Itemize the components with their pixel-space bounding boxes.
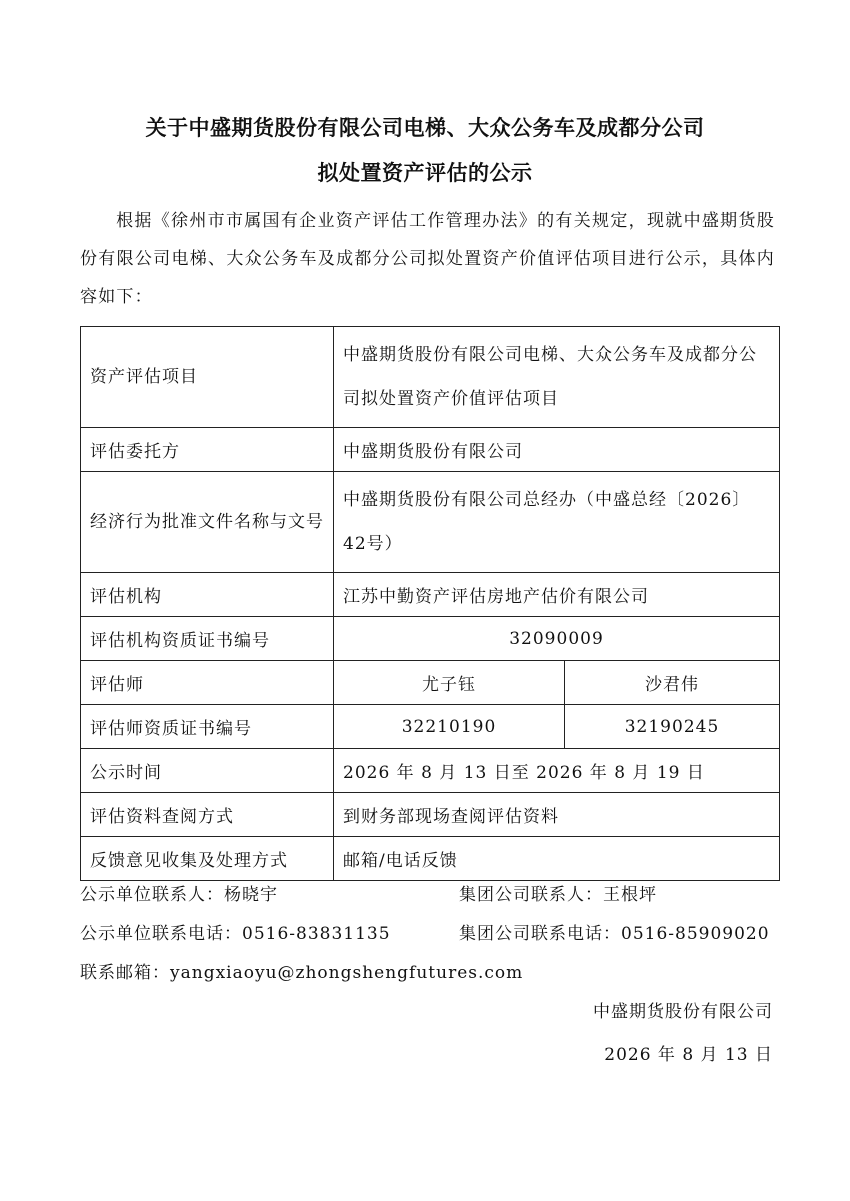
row-value: 2026 年 8 月 13 日至 2026 年 8 月 19 日 — [334, 749, 780, 793]
row-value: 中盛期货股份有限公司 — [334, 428, 780, 472]
table-row — [81, 617, 780, 661]
row-value: 中盛期货股份有限公司电梯、大众公务车及成都分公司拟处置资产价值评估项目 — [334, 327, 780, 428]
appraiser-cert-number: 32190245 — [565, 705, 780, 749]
contact-email: 联系邮箱：yangxiaoyu@zhongshengfutures.com — [80, 963, 524, 983]
appraiser-cert-number: 32210190 — [334, 705, 565, 749]
row-value: 邮箱/电话反馈 — [334, 837, 780, 881]
row-label: 评估机构资质证书编号 — [81, 617, 334, 661]
assessment-info-table — [80, 326, 780, 881]
unit-contact: 公示单位联系人：杨晓宇 — [80, 885, 278, 905]
row-value: 32090009 — [334, 617, 780, 661]
table-row — [81, 749, 780, 793]
signature-date: 2026 年 8 月 13 日 — [604, 1045, 773, 1065]
row-value: 江苏中勤资产评估房地产估价有限公司 — [334, 573, 780, 617]
appraiser-name: 尤子钰 — [334, 661, 565, 705]
title-line-2: 拟处置资产评估的公示 — [317, 161, 533, 185]
appraiser-name: 沙君伟 — [565, 661, 780, 705]
table-row — [81, 661, 780, 705]
group-phone: 集团公司联系电话：0516-85909020 — [459, 924, 770, 944]
row-label: 反馈意见收集及处理方式 — [81, 837, 334, 881]
table-row — [81, 837, 780, 881]
table-row — [81, 472, 780, 573]
row-label: 公示时间 — [81, 749, 334, 793]
intro-paragraph — [80, 202, 775, 316]
row-label: 评估机构 — [81, 573, 334, 617]
table-row — [81, 793, 780, 837]
table-row — [81, 573, 780, 617]
row-label: 经济行为批准文件名称与文号 — [81, 472, 334, 573]
table-row — [81, 705, 780, 749]
title-line-1: 关于中盛期货股份有限公司电梯、大众公务车及成都分公司 — [145, 116, 705, 140]
row-label: 评估委托方 — [81, 428, 334, 472]
unit-phone: 公示单位联系电话：0516-83831135 — [80, 924, 391, 944]
signature-company: 中盛期货股份有限公司 — [593, 1002, 773, 1022]
row-label: 评估资料查阅方式 — [81, 793, 334, 837]
row-label: 资产评估项目 — [81, 327, 334, 428]
row-label: 评估师 — [81, 661, 334, 705]
table-row — [81, 327, 780, 428]
table-row — [81, 428, 780, 472]
row-label: 评估师资质证书编号 — [81, 705, 334, 749]
intro-text: 根据《徐州市市属国有企业资产评估工作管理办法》的有关规定，现就中盛期货股份有限公司电梯、大众公务车及成都分公司拟处置资产价值评估项目进行公示，具体内容如下： — [80, 211, 775, 307]
group-contact: 集团公司联系人：王根坪 — [459, 885, 657, 905]
row-value: 中盛期货股份有限公司总经办（中盛总经〔2026〕42号） — [334, 472, 780, 573]
row-value: 到财务部现场查阅评估资料 — [334, 793, 780, 837]
